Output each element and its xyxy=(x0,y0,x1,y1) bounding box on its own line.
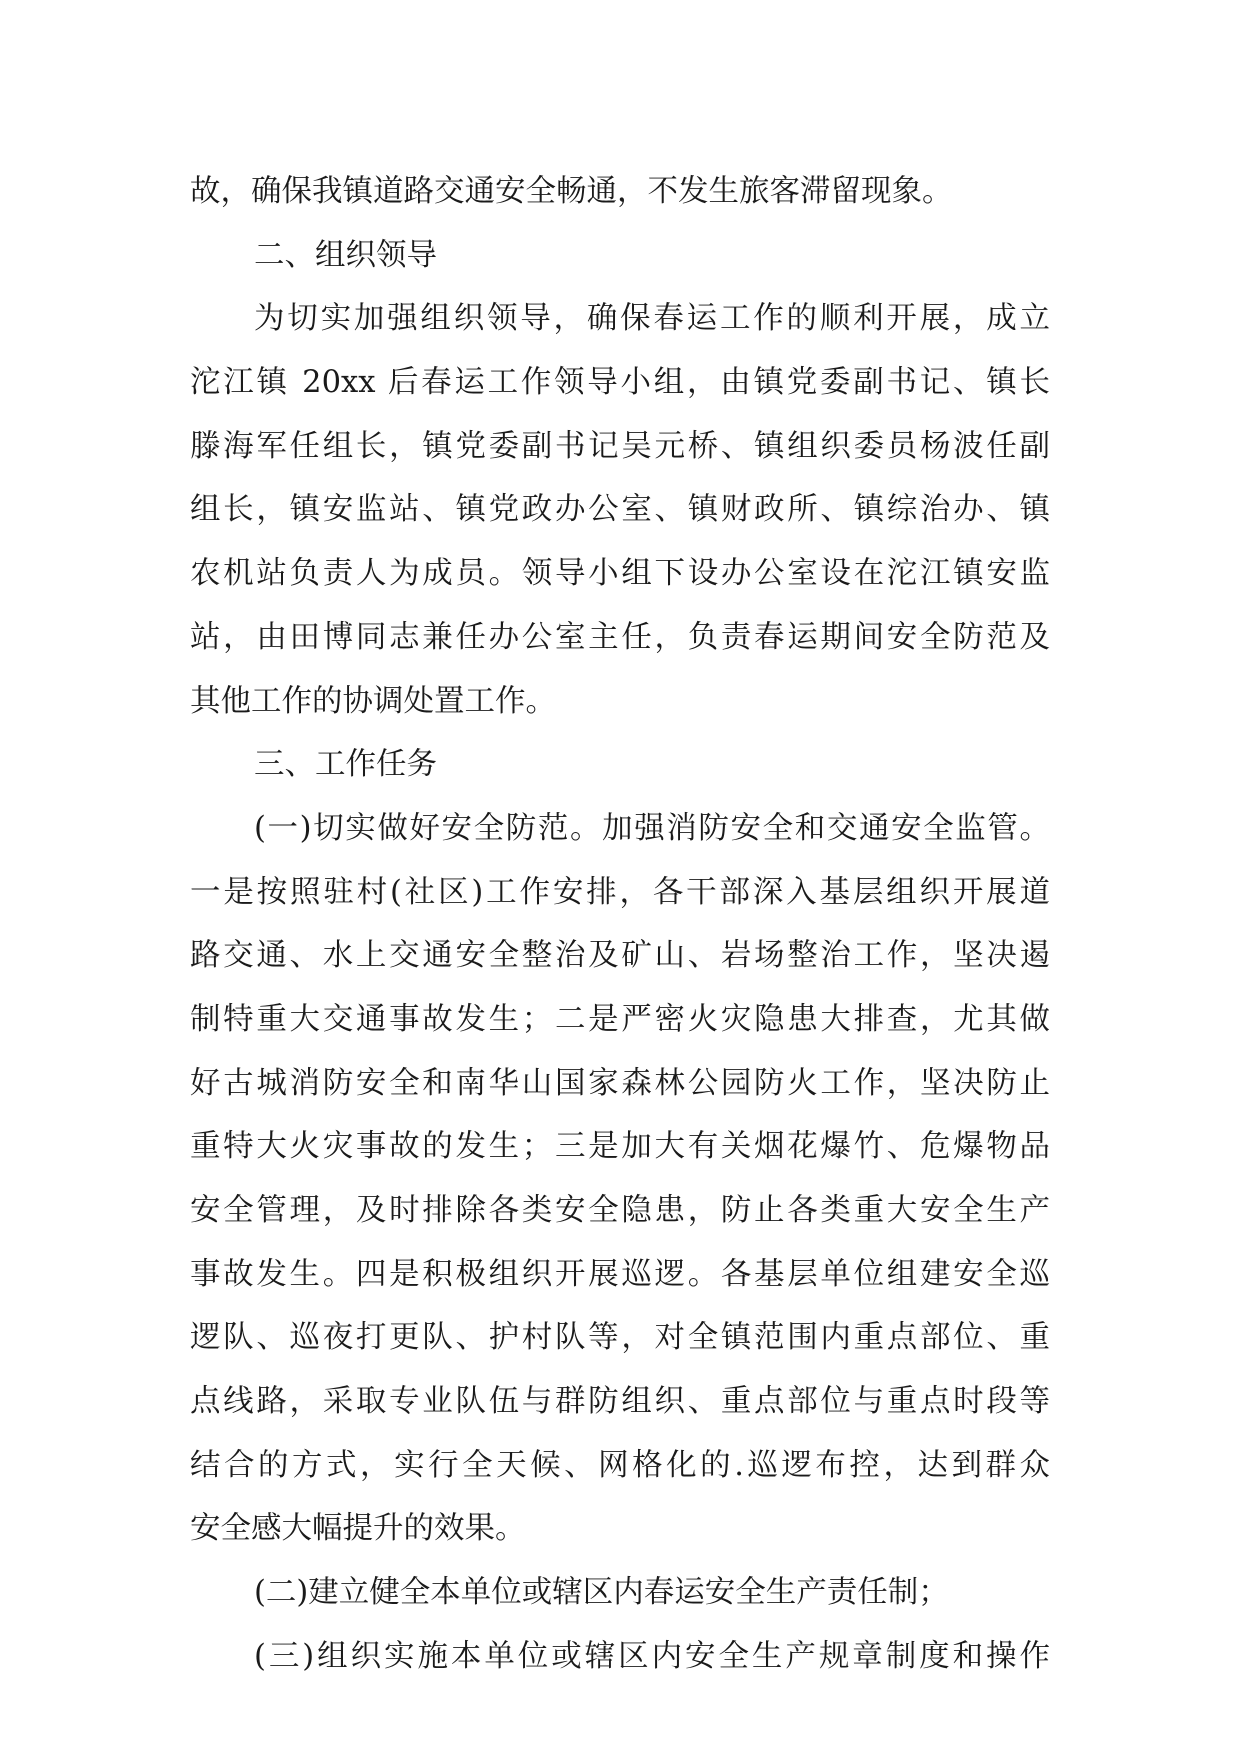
text-line: (一)切实做好安全防范。加强消防安全和交通安全监管。 xyxy=(254,810,1050,846)
text-line: (三)组织实施本单位或辖区内安全生产规章制度和操作 xyxy=(254,1638,1050,1674)
text-line: 点线路，采取专业队伍与群防组织、重点部位与重点时段等 xyxy=(190,1384,1050,1420)
text-line: 结合的方式，实行全天候、网格化的.巡逻布控，达到群众 xyxy=(190,1447,1050,1483)
text-line: 沱江镇 20xx 后春运工作领导小组，由镇党委副书记、镇长 xyxy=(190,365,1050,401)
text-line: 一是按照驻村(社区)工作安排，各干部深入基层组织开展道 xyxy=(190,874,1050,910)
text-line: 安全感大幅提升的效果。 xyxy=(190,1511,526,1547)
text-line: (二)建立健全本单位或辖区内春运安全生产责任制； xyxy=(254,1575,949,1611)
text-line: 重特大火灾事故的发生；三是加大有关烟花爆竹、危爆物品 xyxy=(190,1129,1050,1165)
text-line: 农机站负责人为成员。领导小组下设办公室设在沱江镇安监 xyxy=(190,556,1050,592)
text-line: 组长，镇安监站、镇党政办公室、镇财政所、镇综治办、镇 xyxy=(190,492,1050,528)
text-line: 逻队、巡夜打更队、护村队等，对全镇范围内重点部位、重 xyxy=(190,1320,1050,1356)
text-line: 好古城消防安全和南华山国家森林公园防火工作，坚决防止 xyxy=(190,1065,1050,1101)
text-line: 滕海军任组长，镇党委副书记吴元桥、镇组织委员杨波任副 xyxy=(190,428,1050,464)
text-line: 三、工作任务 xyxy=(254,747,437,783)
text-line: 路交通、水上交通安全整治及矿山、岩场整治工作，坚决遏 xyxy=(190,938,1050,974)
text-line: 为切实加强组织领导，确保春运工作的顺利开展，成立 xyxy=(254,301,1050,337)
text-line: 制特重大交通事故发生；二是严密火灾隐患大排查，尤其做 xyxy=(190,1001,1050,1037)
text-line: 安全管理，及时排除各类安全隐患，防止各类重大安全生产 xyxy=(190,1193,1050,1228)
text-line: 二、组织领导 xyxy=(254,237,437,273)
text-line: 事故发生。四是积极组织开展巡逻。各基层单位组建安全巡 xyxy=(190,1256,1050,1292)
text-line: 站，由田博同志兼任办公室主任，负责春运期间安全防范及 xyxy=(190,619,1050,655)
text-line: 故，确保我镇道路交通安全畅通，不发生旅客滞留现象。 xyxy=(190,174,953,209)
text-line: 其他工作的协调处置工作。 xyxy=(190,683,556,719)
document-body xyxy=(190,160,1050,1689)
